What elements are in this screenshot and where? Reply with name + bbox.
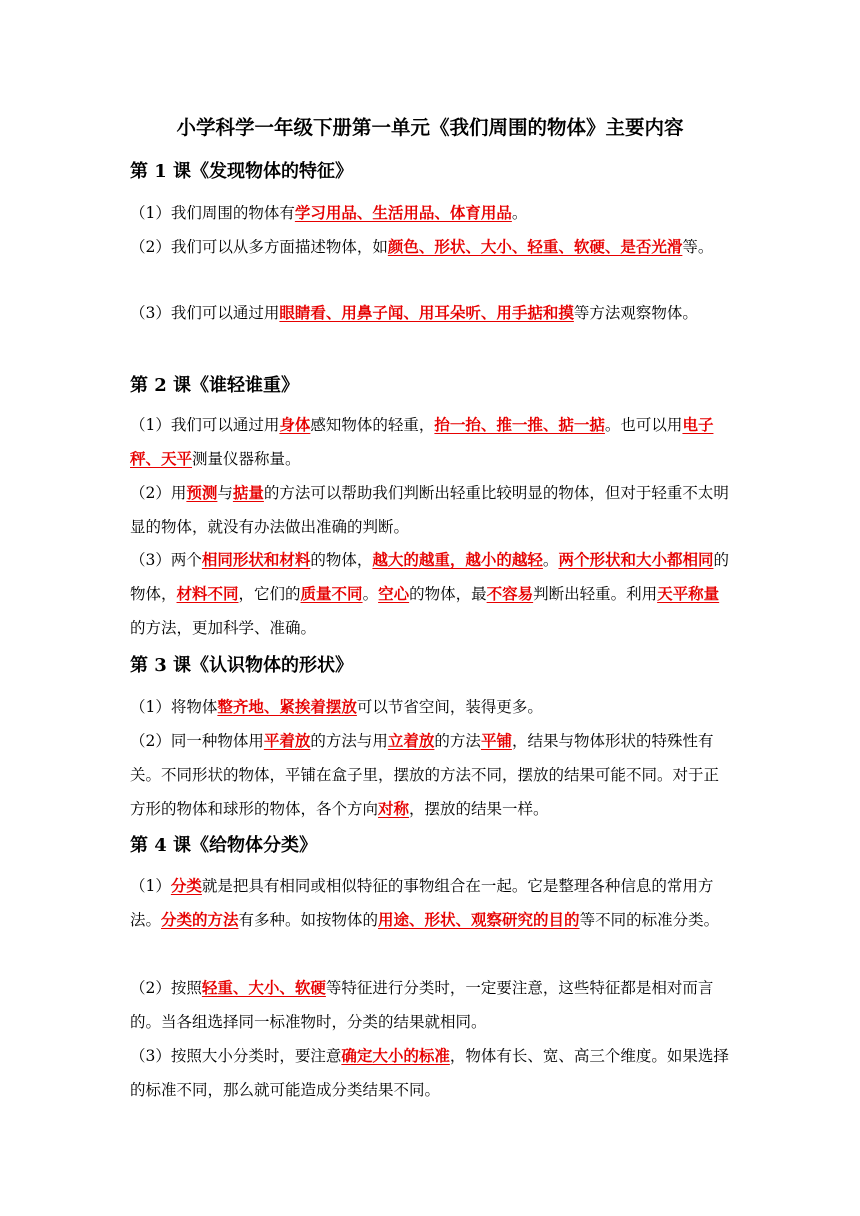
paragraph-text: 。 — [511, 204, 528, 222]
paragraph-text: 测量仪器称量。 — [192, 450, 301, 468]
lesson-paragraph — [130, 1039, 732, 1107]
paragraph-text: （1）将物体 — [130, 698, 218, 716]
paragraph-text: （2）我们可以从多方面描述物体，如 — [130, 238, 388, 256]
paragraph-text: 感知物体的轻重， — [310, 416, 435, 434]
highlighted-term: 确定大小的标准 — [341, 1046, 450, 1065]
paragraph-text: 的物体， — [310, 551, 373, 569]
paragraph-text: （2）同一种物体用 — [130, 732, 264, 750]
lesson-paragraph — [130, 971, 732, 1039]
highlighted-term: 整齐地、紧挨着摆放 — [217, 697, 357, 716]
highlighted-term: 抬一抬、推一推、掂一掂 — [434, 415, 605, 434]
highlighted-term: 分类的方法 — [161, 910, 239, 929]
paragraph-text: 等方法观察物体。 — [573, 304, 698, 322]
highlighted-term: 对称 — [378, 799, 410, 818]
paragraph-text: 的方法，更加科学、准确。 — [130, 619, 317, 637]
highlighted-term: 身体 — [279, 415, 311, 434]
paragraph-text: （3）两个 — [130, 551, 202, 569]
highlighted-term: 材料不同 — [176, 584, 239, 603]
highlighted-term: 轻重、大小、软硬 — [201, 978, 326, 997]
lesson-heading: 第 3 课《认识物体的形状》 — [130, 655, 354, 676]
lesson-paragraph — [130, 690, 732, 724]
paragraph-text: 就是把具有相同或相似特征的事物组合在一起。它是整理各种信息的常用方法。 — [130, 877, 714, 929]
paragraph-text: （1）我们可以通过用 — [130, 416, 280, 434]
paragraph-text: 。 — [362, 585, 379, 603]
highlighted-term: 质量不同 — [300, 584, 363, 603]
highlighted-term: 两个形状和大小都相同 — [558, 550, 714, 569]
lesson-heading: 第 4 课《给物体分类》 — [130, 835, 318, 856]
paragraph-text: ，物体有长、宽、高三个维度。如果选择的标准不同，那么就可能造成分类结果不同。 — [130, 1047, 729, 1099]
highlighted-term: 掂量 — [232, 483, 264, 502]
paragraph-text: （1）我们周围的物体有 — [130, 204, 295, 222]
lesson-paragraph — [130, 296, 732, 330]
highlighted-term: 学习用品、生活用品、体育用品 — [294, 203, 512, 222]
paragraph-text: ，摆放的结果一样。 — [409, 800, 549, 818]
highlighted-term: 电子秤、天平 — [130, 415, 714, 468]
paragraph-text: 。 — [542, 551, 559, 569]
paragraph-text: （3）按照大小分类时，要注意 — [130, 1047, 342, 1065]
paragraph-text: 的方法 — [434, 732, 481, 750]
paragraph-text: ，它们的 — [238, 585, 301, 603]
highlighted-term: 越大的越重，越小的越轻 — [372, 550, 543, 569]
paragraph-text: 的物体， — [130, 551, 729, 603]
paragraph-text: 有多种。如按物体的 — [238, 911, 379, 929]
paragraph-text: （1） — [130, 877, 171, 895]
paragraph-text: 的物体，最 — [409, 585, 487, 603]
lesson-paragraph — [130, 230, 732, 264]
paragraph-text: 等不同的标准分类。 — [579, 911, 720, 929]
highlighted-term: 空心 — [378, 584, 410, 603]
lesson-paragraph — [130, 869, 732, 937]
document-title: 小学科学一年级下册第一单元《我们周围的物体》主要内容 — [176, 116, 684, 139]
lesson-paragraph — [130, 724, 732, 826]
paragraph-text: （3）我们可以通过用 — [130, 304, 280, 322]
highlighted-term: 分类 — [170, 876, 202, 895]
highlighted-term: 颜色、形状、大小、轻重、软硬、是否光滑 — [387, 237, 683, 256]
paragraph-text: （2）按照 — [130, 979, 202, 997]
highlighted-term: 用途、形状、观察研究的目的 — [378, 910, 580, 929]
paragraph-text: （2）用 — [130, 484, 187, 502]
paragraph-text: 。也可以用 — [604, 416, 683, 434]
paragraph-text: 判断出轻重。利用 — [533, 585, 658, 603]
highlighted-term: 不容易 — [486, 584, 534, 603]
lesson-paragraph — [130, 476, 732, 544]
highlighted-term: 眼睛看、用鼻子闻、用耳朵听、用手掂和摸 — [279, 303, 574, 322]
highlighted-term: 相同形状和材料 — [201, 550, 311, 569]
paragraph-text: ，结果与物体形状的特殊性有关。不同形状的物体，平铺在盒子里，摆放的方法不同，摆放的结果可能不同。对于正方形的物体和球形的物体，各个方向 — [130, 732, 720, 818]
highlighted-term: 平铺 — [480, 731, 512, 750]
paragraph-text: 可以节省空间，装得更多。 — [356, 698, 543, 716]
lesson-paragraph — [130, 408, 732, 476]
paragraph-text: 的方法与用 — [310, 732, 388, 750]
highlighted-term: 平着放 — [263, 731, 311, 750]
lesson-heading: 第 2 课《谁轻谁重》 — [130, 375, 300, 396]
lesson-paragraph — [130, 196, 732, 230]
highlighted-term: 天平称量 — [657, 584, 720, 603]
paragraph-text: 的方法可以帮助我们判断出轻重比较明显的物体，但对于轻重不太明显的物体，就没有办法做出准确的判断。 — [130, 484, 729, 536]
lesson-heading: 第 1 课《发现物体的特征》 — [130, 161, 354, 182]
paragraph-text: 与 — [217, 484, 233, 502]
lesson-paragraph — [130, 543, 732, 645]
paragraph-text: 等特征进行分类时，一定要注意，这些特征都是相对而言的。当各组选择同一标准物时，分类的结果就相同。 — [130, 979, 714, 1031]
paragraph-text: 等。 — [682, 238, 714, 256]
highlighted-term: 预测 — [186, 483, 218, 502]
highlighted-term: 立着放 — [387, 731, 435, 750]
